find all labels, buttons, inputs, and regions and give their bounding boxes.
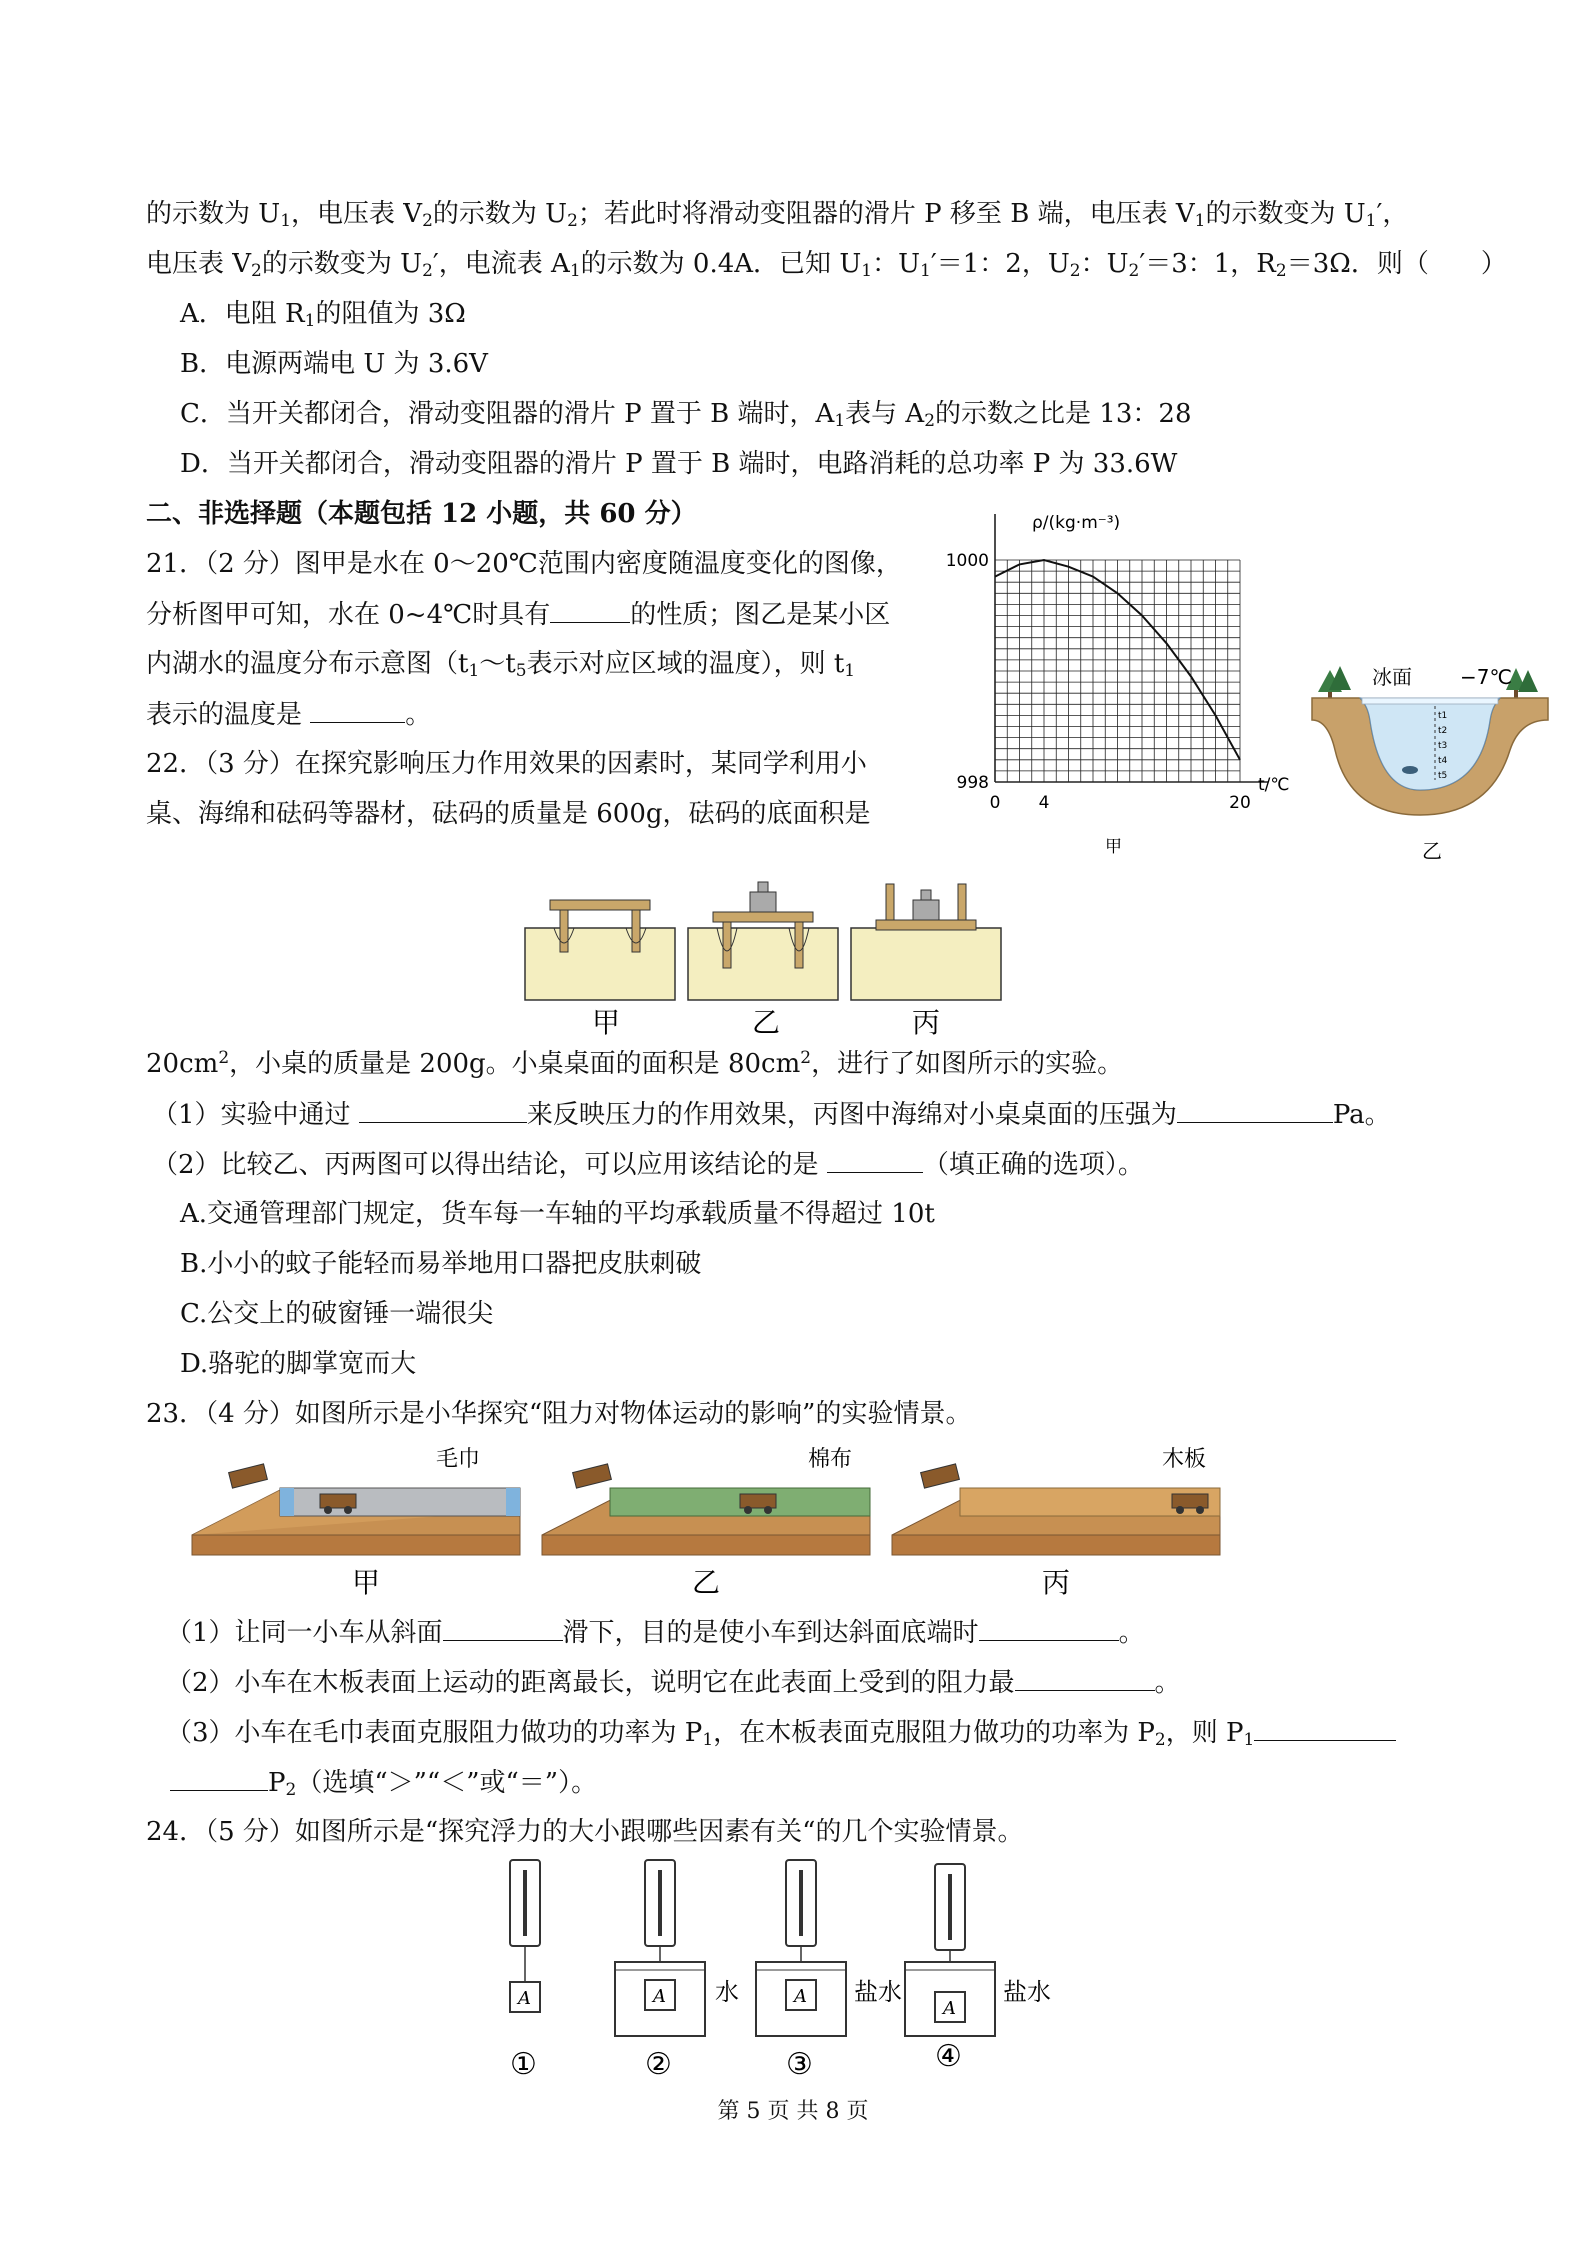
q24-line1: 24．（5 分）如图所示是“探究浮力的大小跟哪些因素有关“的几个实验情景。 (146, 1817, 1024, 1847)
surface-label: 棉布 (808, 1447, 853, 1472)
ramp-label: 丙 (1042, 1566, 1071, 1599)
ice-label: 冰面 (1372, 665, 1412, 689)
setup-number: ① (510, 2047, 537, 2082)
q23-part3-cont: $P_2$（选填“＞”“＜”或“＝”）。 (170, 1764, 597, 1801)
lake-t-label: t2 (1438, 726, 1448, 736)
liquid-label: 盐水 (1003, 1978, 1051, 2006)
q22-blank-3[interactable] (827, 1146, 923, 1173)
x-tick-label: 4 (1038, 793, 1050, 813)
q23-part1: （1）让同一小车从斜面 滑下，目的是使小车到达斜面底端时 。 (166, 1614, 1145, 1651)
chart-xlabel: t/℃ (1258, 775, 1290, 795)
q23-blank-1[interactable] (443, 1614, 563, 1641)
chart-ylabel: ρ/(kg·m⁻³) (1032, 513, 1121, 533)
setup-number: ④ (935, 2039, 962, 2074)
lake-t-label: t5 (1438, 771, 1448, 781)
q22-line1: 22．（3 分）在探究影响压力作用效果的因素时，某同学利用小 (146, 749, 867, 779)
q22-blank-2[interactable] (1177, 1096, 1333, 1123)
cart-icon (1172, 1494, 1208, 1508)
q21-blank-1[interactable] (550, 596, 630, 623)
setup-number: ③ (786, 2047, 813, 2082)
q22-line3: $20cm^2$，小桌的质量是 200g。小桌桌面的面积是 $80cm^2$，进行了如图所示的实验。 (146, 1048, 1124, 1079)
sponge-label: 甲 (592, 1006, 621, 1039)
block-label: A (943, 1998, 956, 2019)
q22-option-c: C.公交上的破窗锤一端很尖 (180, 1299, 494, 1329)
x-tick-label: 0 (989, 793, 1001, 813)
weight-icon (913, 900, 939, 920)
q21-line1: 21．（2 分）图甲是水在 0～20℃范围内密度随温度变化的图像， (146, 549, 902, 579)
lake-t-label: t3 (1438, 741, 1448, 751)
cart-icon (573, 1464, 612, 1488)
liquid-label: 水 (715, 1978, 739, 2006)
sponge-setup-jia (525, 900, 675, 1000)
ramp-setup-jia (192, 1464, 520, 1555)
cart-icon (320, 1494, 356, 1508)
ramp-setup-bing (892, 1464, 1220, 1555)
q21-blank-2[interactable] (310, 696, 405, 723)
q22-line2: 桌、海绵和砝码等器材，砝码的质量是 600g，砝码的底面积是 (146, 799, 871, 829)
ice-surface (1362, 698, 1498, 704)
section-heading: 二、非选择题（本题包括 12 小题，共 60 分） (146, 499, 697, 529)
sponge-figure (520, 870, 1020, 1040)
q22-option-b: B.小小的蚊子能轻而易举地用口器把皮肤刺破 (180, 1249, 702, 1279)
fish-icon (1402, 766, 1418, 774)
density-chart (940, 500, 1320, 870)
buoyancy-setup-3 (756, 1860, 902, 2036)
cart-icon (740, 1494, 776, 1508)
q22-part2: （2）比较乙、丙两图可以得出结论，可以应用该结论的是 （填正确的选项）。 (152, 1146, 1144, 1183)
q20-line1: 的示数为 $U_1$，电压表 $V_2$的示数为 $U_2$；若此时将滑动变阻器的滑片 P 移至 B 端，电压表 $V_1$的示数变为 $U_1'$， (146, 199, 1409, 231)
q20-option-d: D．当开关都闭合，滑动变阻器的滑片 P 置于 B 端时，电路消耗的总功率 P 为 33.6W (180, 449, 1178, 479)
q21-line2: 分析图甲可知，水在 0~4℃时具有 的性质；图乙是某小区 (146, 596, 890, 633)
sponge-label: 丙 (912, 1006, 941, 1039)
y-tick-label: 1000 (945, 551, 989, 571)
sponge-label: 乙 (752, 1006, 781, 1039)
sponge-setup-bing (851, 884, 1001, 1000)
q23-part2: （2）小车在木板表面上运动的距离最长，说明它在此表面上受到的阻力最 。 (166, 1664, 1181, 1701)
chart-caption: 甲 (1105, 837, 1122, 857)
cart-icon (921, 1464, 960, 1488)
q20-option-a: A．电阻 $R_1$的阻值为 3Ω (180, 299, 466, 331)
liquid-label: 盐水 (854, 1978, 902, 2006)
q23-part3: （3）小车在毛巾表面克服阻力做功的功率为 $P_1$，在木板表面克服阻力做功的功率为 $P_2$，则 $P_1$ (166, 1714, 1396, 1751)
setup-number: ② (645, 2047, 672, 2082)
block-label: A (794, 1986, 807, 2007)
lake-caption: 乙 (1422, 839, 1442, 863)
q21-line3: 内湖水的温度分布示意图（$t_1\sim t_5$表示对应区域的温度），则 $t_1$ (146, 649, 856, 681)
surface-label: 毛巾 (436, 1447, 481, 1472)
q20-line2: 电压表 $V_2$的示数变为 $U_2'$，电流表 $A_1$的示数为 0.4A．已知 $U_1$：$U_1'=1$：2，$U_2$：$U_2'=3$：1，$R_2=3\Omega$．则（ ） (146, 249, 1507, 281)
towel-surface (280, 1488, 520, 1516)
q20-option-b: B．电源两端电 U 为 3.6V (180, 349, 488, 379)
tree-icon (1318, 666, 1351, 700)
buoyancy-setup-2 (615, 1860, 739, 2036)
q22-option-d: D.骆驼的脚掌宽而大 (180, 1349, 417, 1379)
page-footer: 第 5 页 共 8 页 (717, 2099, 869, 2124)
x-tick-label: 20 (1229, 793, 1251, 813)
sponge-setup-yi (688, 882, 838, 1000)
q22-part1: （1）实验中通过 来反映压力的作用效果，丙图中海绵对小桌桌面的压强为 Pa。 (152, 1096, 1391, 1133)
buoyancy-setup-1 (510, 1860, 540, 2012)
y-tick-label: 998 (956, 773, 989, 793)
surface-label: 木板 (1162, 1447, 1207, 1472)
chart-grid (995, 514, 1268, 782)
q23-line1: 23．（4 分）如图所示是小华探究“阻力对物体运动的影响”的实验情景。 (146, 1399, 972, 1429)
q23-blank-4[interactable] (1254, 1714, 1396, 1741)
q21-line4: 表示的温度是 。 (146, 696, 431, 733)
lake-t-label: t1 (1438, 711, 1448, 721)
buoyancy-figure (490, 1852, 1110, 2092)
ramp-label: 甲 (352, 1566, 381, 1599)
q22-option-a: A.交通管理部门规定，货车每一车轴的平均承载质量不得超过 10t (180, 1199, 935, 1229)
cart-icon (229, 1464, 268, 1488)
ramp-figure (190, 1440, 1250, 1600)
block-label: A (653, 1986, 666, 2007)
buoyancy-setup-4 (905, 1864, 1051, 2036)
ramp-label: 乙 (692, 1566, 721, 1599)
q23-blank-2[interactable] (979, 1614, 1119, 1641)
ramp-setup-yi (542, 1464, 870, 1555)
lake-figure (1310, 640, 1550, 870)
block-label: A (518, 1988, 531, 2009)
weight-icon (750, 892, 776, 912)
density-chart-svg (940, 500, 1320, 870)
q23-blank-5[interactable] (170, 1764, 268, 1791)
q20-option-c: C．当开关都闭合，滑动变阻器的滑片 P 置于 B 端时，$A_1$表与 $A_2$的示数之比是 13：28 (180, 399, 1192, 431)
temp-label: −7℃ (1460, 665, 1512, 689)
q22-blank-1[interactable] (359, 1096, 527, 1123)
lake-t-label: t4 (1438, 756, 1448, 766)
q23-blank-3[interactable] (1015, 1664, 1155, 1691)
